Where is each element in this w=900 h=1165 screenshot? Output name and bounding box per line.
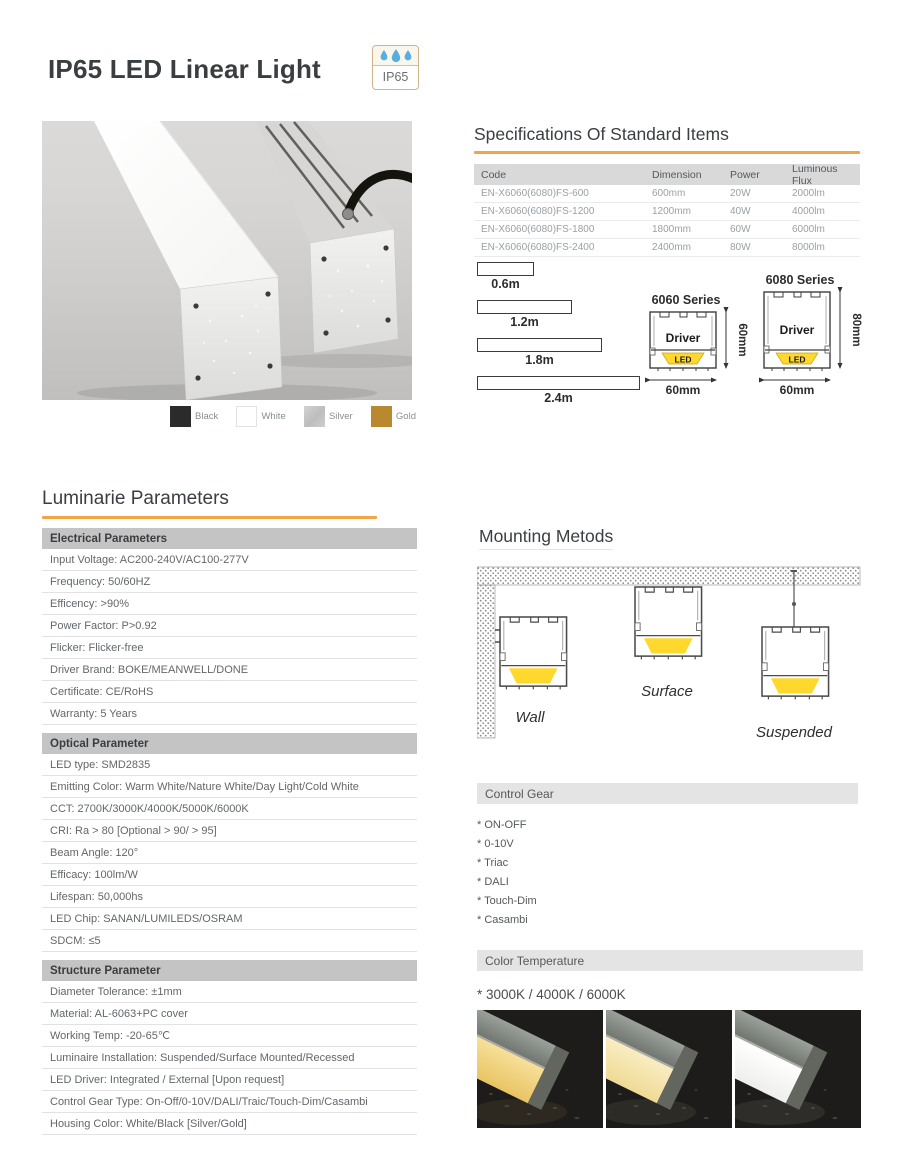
length-options <box>477 262 640 414</box>
structure-section <box>42 960 417 1135</box>
cell-flux: 2000lm <box>792 188 825 199</box>
led-label: LED <box>674 354 692 365</box>
ceiling-hatch <box>477 567 860 585</box>
height-dim-label: 80mm <box>850 313 862 347</box>
col-power: Power <box>730 168 760 181</box>
optical-section <box>42 733 417 952</box>
cell-flux: 6000lm <box>792 224 825 235</box>
swatch-silver <box>304 406 353 427</box>
col-code: Code <box>481 168 507 181</box>
color-temp-image-6000k <box>735 1010 861 1128</box>
parameter-row: Luminaire Installation: Suspended/Surface Mounted/Recessed <box>42 1047 417 1069</box>
parameter-row: Efficency: >90% <box>42 593 417 615</box>
length-bar <box>477 376 640 390</box>
profile-6060 <box>650 293 748 397</box>
height-dim-label: 60mm <box>736 323 748 357</box>
color-temperature-images <box>477 1010 863 1128</box>
wall-label: Wall <box>515 709 545 726</box>
length-label: 1.8m <box>525 353 554 367</box>
color-temperature-section <box>477 950 863 1128</box>
list-item: * DALI <box>477 875 509 888</box>
swatch-label: Silver <box>328 411 353 422</box>
cell-power: 20W <box>730 188 751 199</box>
cell-dimension: 600mm <box>652 188 686 199</box>
length-option <box>477 300 572 329</box>
length-label: 2.4m <box>544 391 573 405</box>
list-item: * Touch-Dim <box>477 894 537 907</box>
parameter-row: Housing Color: White/Black [Silver/Gold] <box>42 1113 417 1135</box>
parameter-row: Material: AL-6063+PC cover <box>42 1003 417 1025</box>
parameter-row: LED Chip: SANAN/LUMILEDS/OSRAM <box>42 908 417 930</box>
parameter-row: Certificate: CE/RoHS <box>42 681 417 703</box>
width-dim-label: 60mm <box>779 383 815 397</box>
table-row <box>474 203 860 221</box>
parameter-row: Frequency: 50/60HZ <box>42 571 417 593</box>
swatch-gold <box>371 406 416 427</box>
length-label: 1.2m <box>510 315 539 329</box>
cell-dimension: 2400mm <box>652 242 691 253</box>
luminaire-parameters <box>42 528 417 1143</box>
water-drops-icon <box>373 46 418 66</box>
luminaire-heading: Luminarie Parameters <box>42 488 229 509</box>
list-item: * 0-10V <box>477 837 514 850</box>
cell-power: 80W <box>730 242 751 253</box>
parameter-row: Diameter Tolerance: ±1mm <box>42 981 417 1003</box>
swatch-label: White <box>261 411 286 422</box>
col-dimension: Dimension <box>652 168 702 181</box>
parameter-row: Efficacy: 100lm/W <box>42 864 417 886</box>
surface-mounted-fixture <box>635 587 702 659</box>
length-bar <box>477 262 534 276</box>
cell-power: 60W <box>730 224 751 235</box>
electrical-header: Electrical Parameters <box>42 528 417 549</box>
list-item: * Triac <box>477 856 509 869</box>
parameter-row: Emitting Color: Warm White/Nature White/Day Light/Cold White <box>42 776 417 798</box>
structure-header: Structure Parameter <box>42 960 417 981</box>
cell-power: 40W <box>730 206 751 217</box>
length-option <box>477 338 602 367</box>
control-gear-header: Control Gear <box>477 783 858 804</box>
control-gear-items <box>477 815 858 929</box>
table-row <box>474 221 860 239</box>
wall-hatch <box>477 585 495 738</box>
led-label: LED <box>788 354 806 365</box>
mounting-heading-block <box>479 526 613 550</box>
color-temperature-header: Color Temperature <box>477 950 863 971</box>
swatch-label: Gold <box>395 411 416 422</box>
swatch-label: Black <box>195 411 219 422</box>
cell-flux: 4000lm <box>792 206 825 217</box>
specifications-section <box>474 124 860 257</box>
profile-6080 <box>764 273 862 397</box>
silver-swatch-box <box>304 406 325 427</box>
parameter-row: SDCM: ≤5 <box>42 930 417 952</box>
parameter-row: Driver Brand: BOKE/MEANWELL/DONE <box>42 659 417 681</box>
driver-label: Driver <box>779 323 815 337</box>
parameter-row: Beam Angle: 120° <box>42 842 417 864</box>
swatch-black <box>170 406 218 427</box>
optical-header: Optical Parameter <box>42 733 417 754</box>
suspended-label: Suspended <box>756 724 832 741</box>
gold-swatch-box <box>371 406 392 427</box>
parameter-row: Input Voltage: AC200-240V/AC100-277V <box>42 549 417 571</box>
table-row <box>474 185 860 203</box>
ip65-badge-label: IP65 <box>382 70 409 84</box>
parameter-row: Lifespan: 50,000hs <box>42 886 417 908</box>
list-item: * Casambi <box>477 913 528 926</box>
length-bar <box>477 300 572 314</box>
suspended-fixture <box>762 627 829 699</box>
specifications-table <box>474 164 860 257</box>
length-option <box>477 262 534 291</box>
swatch-white <box>236 406 285 427</box>
orange-rule <box>42 516 377 519</box>
parameter-row: Power Factor: P>0.92 <box>42 615 417 637</box>
list-item: * ON-OFF <box>477 818 527 831</box>
cell-code: EN-X6060(6080)FS-600 <box>481 188 589 199</box>
width-dim-label: 60mm <box>665 383 701 397</box>
color-temp-image-4000k <box>606 1010 732 1128</box>
cell-code: EN-X6060(6080)FS-1200 <box>481 206 595 217</box>
mounting-diagram <box>477 562 862 782</box>
spec-table-header <box>474 164 860 185</box>
table-row <box>474 239 860 257</box>
cell-code: EN-X6060(6080)FS-2400 <box>481 242 595 253</box>
control-gear-section <box>477 783 858 929</box>
driver-label: Driver <box>665 331 701 345</box>
cell-code: EN-X6060(6080)FS-1800 <box>481 224 595 235</box>
color-temperature-options: * 3000K / 4000K / 6000K <box>477 987 626 1002</box>
wall-mounted-fixture <box>500 617 567 689</box>
length-option <box>477 376 640 405</box>
specifications-heading: Specifications Of Standard Items <box>474 124 729 144</box>
parameter-row: LED Driver: Integrated / External [Upon request] <box>42 1069 417 1091</box>
parameter-row: Working Temp: -20-65℃ <box>42 1025 417 1047</box>
page-title: IP65 LED Linear Light <box>48 54 321 84</box>
cell-dimension: 1200mm <box>652 206 691 217</box>
series-diagrams <box>636 268 870 423</box>
orange-rule <box>474 151 860 154</box>
parameter-row: CRI: Ra > 80 [Optional > 90/ > 95] <box>42 820 417 842</box>
cell-dimension: 1800mm <box>652 224 691 235</box>
series-6080-label: 6080 Series <box>765 273 835 287</box>
color-temp-image-3000k <box>477 1010 603 1128</box>
parameter-row: Warranty: 5 Years <box>42 703 417 725</box>
ip65-badge <box>372 45 419 90</box>
parameter-row: Control Gear Type: On-Off/0-10V/DALI/Traic/Touch-Dim/Casambi <box>42 1091 417 1113</box>
parameter-row: CCT: 2700K/3000K/4000K/5000K/6000K <box>42 798 417 820</box>
white-swatch-box <box>236 406 257 427</box>
mounting-heading: Mounting Metods <box>479 526 613 550</box>
length-bar <box>477 338 602 352</box>
length-label: 0.6m <box>491 277 520 291</box>
cell-flux: 8000lm <box>792 242 825 253</box>
parameter-row: LED type: SMD2835 <box>42 754 417 776</box>
series-6060-label: 6060 Series <box>651 293 721 307</box>
parameter-row: Flicker: Flicker-free <box>42 637 417 659</box>
product-photo <box>42 121 412 400</box>
finish-swatches <box>170 406 416 427</box>
surface-label: Surface <box>641 683 693 700</box>
luminaire-heading-block <box>42 488 377 519</box>
electrical-section <box>42 528 417 725</box>
col-luminous-flux: Luminous Flux <box>792 162 838 187</box>
black-swatch-box <box>170 406 191 427</box>
